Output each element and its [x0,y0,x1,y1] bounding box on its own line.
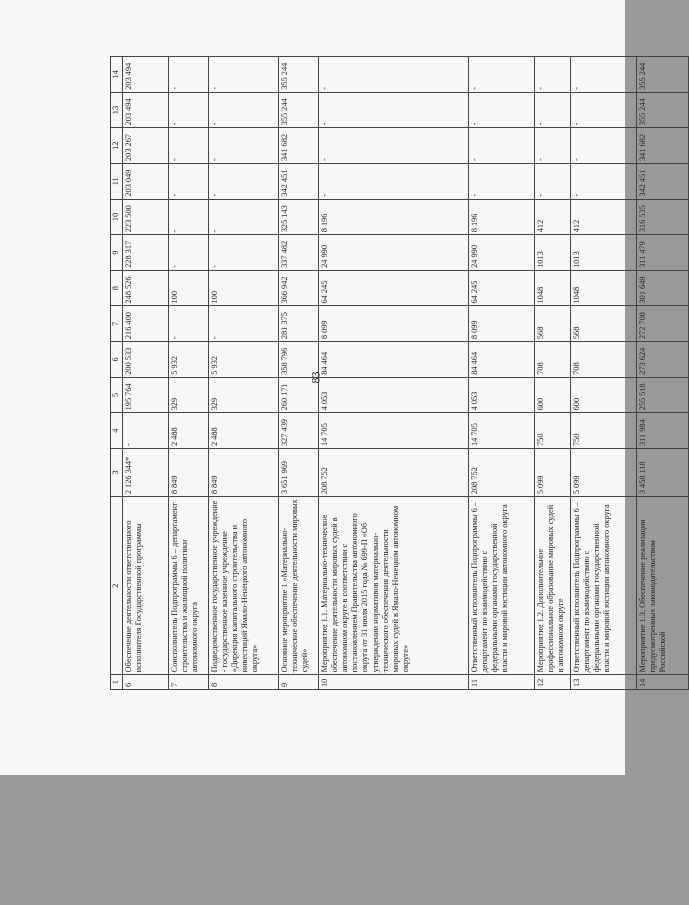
header-cell: 1 [111,675,123,690]
item-name-cell: Мероприятие 1.1. Материально-техническое обеспечение деятельности мировых судей в автономном округе в соответствии с постановлением Правительства автономного округа от 31 июля 2015 года № 699-П «Об утверждении нормативов материально-технического обеспечения деятельности мировых судей в Ямало-Ненецком автономном округе» [319,497,469,675]
value-cell: 24 990 [469,235,535,271]
table-row [469,57,535,690]
value-cell: 600 [535,377,571,413]
value-cell: 329 [169,377,209,413]
value-cell: - [209,163,279,199]
header-cell: 11 [111,163,123,199]
value-cell: 208 752 [469,448,535,496]
item-name-cell: Обеспечение деятельности ответственного исполнителя Государственной программы [123,497,169,675]
value-cell: 311 984 [637,413,689,449]
value-cell: - [535,128,571,164]
value-cell: 366 942 [279,270,319,306]
value-cell: - [169,199,209,235]
value-cell: 1048 [571,270,637,306]
value-cell: - [571,163,637,199]
table-row [209,57,279,690]
item-name-cell: Основное мероприятие 1 «Материально-техническое обеспечение деятельности мировых судей» [279,497,319,675]
value-cell: - [319,57,469,93]
value-cell: - [319,92,469,128]
value-cell: 203 494 [123,57,169,93]
value-cell: 355 244 [637,57,689,93]
header-cell: 12 [111,128,123,164]
value-cell: 64 245 [319,270,469,306]
value-cell: 195 764 [123,377,169,413]
value-cell: 228 317 [123,235,169,271]
value-cell: 100 [209,270,279,306]
value-cell: 355 244 [279,57,319,93]
value-cell: 8 196 [469,199,535,235]
header-cell: 5 [111,377,123,413]
value-cell: 8 099 [319,306,469,342]
value-cell: 5 932 [209,342,279,378]
value-cell: - [209,306,279,342]
page-number: 83 [308,371,323,384]
row-number-cell: 13 [571,675,637,690]
value-cell: 1048 [535,270,571,306]
value-cell: 311 479 [637,235,689,271]
item-name-cell: Мероприятие 1.2. Дополнительное профессиональное образование мировых судей в автономном округе [535,497,571,675]
header-cell: 13 [111,92,123,128]
value-cell: 4 053 [469,377,535,413]
budget-table [110,56,689,690]
value-cell: 1013 [571,235,637,271]
row-number-cell: 6 [123,675,169,690]
value-cell: 568 [535,306,571,342]
value-cell: 342 451 [637,163,689,199]
value-cell: 412 [571,199,637,235]
header-cell: 8 [111,270,123,306]
value-cell: 248 526 [123,270,169,306]
value-cell: 708 [571,342,637,378]
value-cell: 341 682 [279,128,319,164]
value-cell: - [209,57,279,93]
value-cell: 281 375 [279,306,319,342]
value-cell: 100 [169,270,209,306]
row-number-cell: 9 [279,675,319,690]
value-cell: - [169,92,209,128]
value-cell: - [535,57,571,93]
value-cell: 750 [571,413,637,449]
table-row [169,57,209,690]
value-cell: 342 451 [279,163,319,199]
value-cell: 325 143 [279,199,319,235]
value-cell: - [469,163,535,199]
value-cell: 358 796 [279,342,319,378]
value-cell: 355 244 [637,92,689,128]
value-cell: 337 482 [279,235,319,271]
item-name-cell: Ответственный исполнитель Подпрограммы 6 – департамент по взаимодействию с федеральными органами государственной власти и мировой юстиции автономного округа [571,497,637,675]
value-cell: 272 708 [637,306,689,342]
value-cell: 260 171 [279,377,319,413]
value-cell: 8 196 [319,199,469,235]
table-row [319,57,469,690]
header-cell: 6 [111,342,123,378]
value-cell: - [123,413,169,449]
value-cell: 24 990 [319,235,469,271]
header-cell: 9 [111,235,123,271]
value-cell: 8 849 [209,448,279,496]
value-cell: 568 [571,306,637,342]
value-cell: 14 705 [469,413,535,449]
value-cell: - [209,92,279,128]
item-name-cell: Подведомственное государственное учреждение - государственное казенное учреждение «Дирекция капитального строительства и инвестиций Ямало-Ненецкого автономного округа» [209,497,279,675]
row-number-cell: 14 [637,675,689,690]
row-number-cell: 12 [535,675,571,690]
item-name-cell: Ответственный исполнитель Подпрограммы 6 – департамент по взаимодействию с федеральными органами государственной власти и мировой юстиции автономного округа [469,497,535,675]
value-cell: 355 244 [279,92,319,128]
value-cell: 8 099 [469,306,535,342]
value-cell: 750 [535,413,571,449]
value-cell: 3 458 118 [637,448,689,496]
value-cell: - [571,57,637,93]
value-cell: 2 126 344* [123,448,169,496]
value-cell: - [319,163,469,199]
value-cell: 412 [535,199,571,235]
value-cell: 4 053 [319,377,469,413]
item-name-cell: Мероприятие 1.3. Обеспечение реализации предусмотренных законодательством Российской [637,497,689,675]
value-cell: 600 [571,377,637,413]
value-cell: - [209,235,279,271]
item-name-cell: Соисполнитель Подпрограммы 6 – департамент строительства и жилищной политики автономного округа [169,497,209,675]
header-cell: 10 [111,199,123,235]
value-cell: - [469,128,535,164]
value-cell: - [571,128,637,164]
value-cell: - [169,163,209,199]
value-cell: 316 535 [637,199,689,235]
value-cell: 2 488 [169,413,209,449]
value-cell: 255 518 [637,377,689,413]
value-cell: - [469,92,535,128]
value-cell: 203 049 [123,163,169,199]
value-cell: - [169,306,209,342]
value-cell: 341 682 [637,128,689,164]
value-cell: 273 624 [637,342,689,378]
value-cell: 708 [535,342,571,378]
value-cell: - [209,199,279,235]
table-row [637,57,689,690]
value-cell: 301 649 [637,270,689,306]
value-cell: - [169,128,209,164]
row-number-cell: 11 [469,675,535,690]
value-cell: 2 488 [209,413,279,449]
value-cell: 3 651 969 [279,448,319,496]
value-cell: - [169,235,209,271]
value-cell: - [571,92,637,128]
value-cell: 5 099 [535,448,571,496]
table-row [571,57,637,690]
value-cell: 8 849 [169,448,209,496]
table-row [279,57,319,690]
value-cell: 5 099 [571,448,637,496]
value-cell: 203 494 [123,92,169,128]
value-cell: 223 500 [123,199,169,235]
value-cell: 216 400 [123,306,169,342]
value-cell: 203 267 [123,128,169,164]
value-cell: 14 705 [319,413,469,449]
header-cell: 3 [111,448,123,496]
table-row [535,57,571,690]
value-cell: 5 932 [169,342,209,378]
value-cell: - [319,128,469,164]
header-cell: 4 [111,413,123,449]
value-cell: 84 464 [319,342,469,378]
value-cell: 327 439 [279,413,319,449]
value-cell: - [535,92,571,128]
row-number-cell: 10 [319,675,469,690]
value-cell: - [209,128,279,164]
table-header-row [111,57,123,690]
value-cell: 200 533 [123,342,169,378]
value-cell: 84 464 [469,342,535,378]
header-cell: 14 [111,57,123,93]
value-cell: - [535,163,571,199]
header-cell: 2 [111,497,123,675]
value-cell: 208 752 [319,448,469,496]
value-cell: 1013 [535,235,571,271]
row-number-cell: 8 [209,675,279,690]
row-number-cell: 7 [169,675,209,690]
value-cell: - [469,57,535,93]
table-row [123,57,169,690]
header-cell: 7 [111,306,123,342]
value-cell: 329 [209,377,279,413]
rotated-table-wrapper [110,56,668,690]
value-cell: 64 245 [469,270,535,306]
value-cell: - [169,57,209,93]
